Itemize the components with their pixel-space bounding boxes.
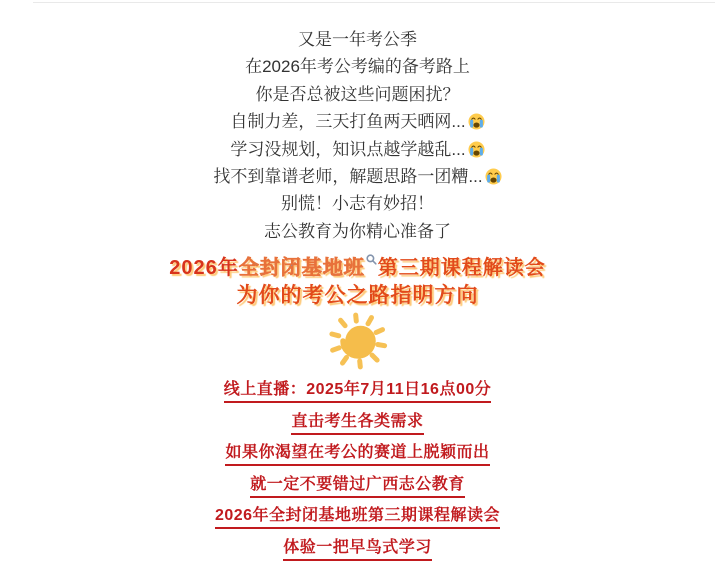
loudly-crying-face-emoji-icon: [485, 168, 502, 185]
loudly-crying-face-emoji-icon: [468, 141, 485, 158]
pain-point-text: 找不到靠谱老师，解题思路一团糟...: [213, 167, 483, 187]
intro-line: 你是否总被这些问题困扰？: [255, 84, 460, 104]
loudly-crying-face-emoji-icon: [468, 113, 485, 130]
intro-line: 又是一年考公季: [298, 30, 417, 49]
highlight-line: [0, 443, 715, 466]
sun-divider: [0, 312, 715, 370]
pain-point-text: 自制力差，三天打鱼两天晒网...: [230, 112, 466, 132]
highlight-text: 体验一把早鸟式学习: [283, 538, 432, 561]
highlight-text: 如果你渴望在考公的赛道上脱颖而出: [225, 443, 489, 466]
course-title-line2: 为你的考公之路指明方向: [236, 284, 479, 308]
title-session: 第三期课程解读会: [377, 257, 546, 280]
pain-point-line: [0, 163, 715, 190]
highlight-text: 就一定不要错过广西志公教育: [250, 475, 465, 498]
highlight-text: 直击考生各类需求: [291, 412, 423, 435]
highlight-line: [0, 538, 715, 561]
highlight-line: [0, 380, 715, 403]
intro-line: 在2026年考公考编的备考路上: [245, 57, 470, 77]
pain-point-text: 学习没规划，知识点越学越乱...: [230, 139, 466, 159]
top-divider: [33, 2, 715, 3]
highlight-line: [0, 475, 715, 498]
transition-line: 别慌！小志有妙招！: [281, 194, 434, 214]
title-year: 2026年: [169, 257, 239, 280]
transition-line: 志公教育为你精心准备了: [264, 221, 451, 241]
highlight-line: [0, 506, 715, 529]
highlight-line: [0, 412, 715, 435]
highlight-text: 2026年全封闭基地班第三期课程解读会: [215, 506, 500, 529]
pain-point-line: [0, 108, 715, 135]
spiral-sun-icon: [318, 312, 398, 370]
highlight-block: [0, 380, 715, 561]
highlight-text: 线上直播：2025年7月11日16点00分: [224, 380, 492, 403]
pain-point-line: [0, 136, 715, 163]
title-program: 全封闭基地班: [238, 257, 365, 280]
course-title-line1: [0, 245, 715, 282]
search-superscript-icon: [366, 245, 377, 273]
